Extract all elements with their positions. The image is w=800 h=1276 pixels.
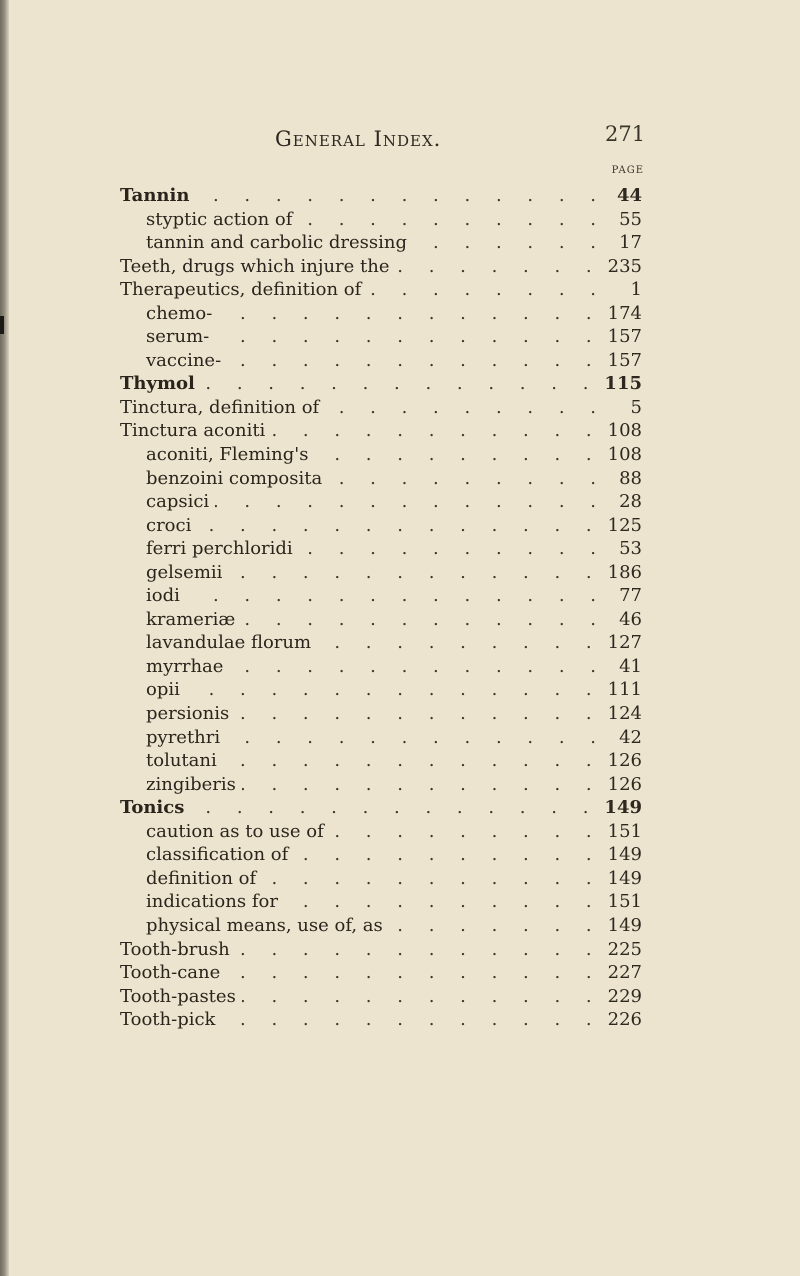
index-term: persionis	[146, 703, 230, 725]
page-binding-edge	[0, 0, 9, 1276]
index-entry	[120, 655, 642, 679]
index-entry	[120, 537, 642, 561]
index-page-ref: 227	[607, 962, 642, 984]
index-entry	[120, 843, 642, 867]
index-term: aconiti, Fleming's	[146, 444, 309, 466]
index-term: serum-	[146, 326, 210, 348]
index-entry	[120, 631, 642, 655]
dot-leader	[325, 396, 606, 420]
dot-leader	[186, 584, 606, 608]
index-entry	[120, 584, 642, 608]
index-entry	[120, 419, 642, 443]
index-page-ref: 149	[604, 797, 642, 819]
index-term: krameriæ	[146, 608, 236, 630]
dot-leader	[227, 349, 601, 373]
index-entry	[120, 231, 642, 255]
dot-leader	[396, 255, 602, 279]
dot-leader	[314, 443, 601, 467]
binding-mark	[0, 316, 4, 334]
index-page-ref: 157	[607, 326, 642, 348]
index-page-ref: 1	[630, 279, 642, 301]
index-page-ref: 53	[619, 538, 642, 560]
dot-leader	[229, 655, 606, 679]
index-entry	[120, 514, 642, 538]
page-number: 271	[605, 122, 646, 146]
index-entry	[120, 890, 642, 914]
index-term: gelsemii	[146, 561, 223, 583]
index-entry	[120, 490, 642, 514]
index-page-ref: 42	[619, 726, 642, 748]
index-term: tannin and carbolic dressing	[146, 232, 408, 254]
dot-leader	[201, 372, 599, 396]
index-entry	[120, 325, 642, 349]
index-page-ref: 111	[607, 679, 642, 701]
dot-leader	[271, 419, 601, 443]
dot-leader	[413, 231, 606, 255]
index-term: Tonics	[120, 797, 185, 819]
dot-leader	[228, 561, 601, 585]
index-term: Tinctura, definition of	[120, 396, 320, 418]
index-page-ref: 41	[619, 655, 642, 677]
dot-leader	[215, 490, 606, 514]
index-page-ref: 235	[607, 255, 642, 277]
index-entry	[120, 914, 642, 938]
index-entry	[120, 1008, 642, 1032]
index-term: Tooth-pastes	[120, 985, 236, 1007]
index-term: Tooth-brush	[120, 938, 230, 960]
dot-leader	[218, 302, 601, 326]
index-page-ref: 115	[604, 373, 642, 395]
dot-leader	[262, 867, 601, 891]
index-entry	[120, 796, 642, 820]
running-title: General Index.	[275, 127, 442, 151]
index-entry	[120, 749, 642, 773]
index-entry	[120, 349, 642, 373]
index-term: tolutani	[146, 750, 217, 772]
index-term: Tooth-pick	[120, 1009, 216, 1031]
dot-leader	[236, 938, 602, 962]
index-entry	[120, 208, 642, 232]
dot-leader	[221, 1008, 601, 1032]
index-term: indications for	[146, 891, 278, 913]
index-entry	[120, 396, 642, 420]
index-term: lavandulae florum	[146, 632, 312, 654]
index-page-ref: 125	[607, 514, 642, 536]
dot-leader	[195, 184, 606, 208]
index-entry	[120, 938, 642, 962]
index-entry	[120, 302, 642, 326]
index-term: Teeth, drugs which injure the	[120, 255, 390, 277]
index-page-ref: 28	[619, 491, 642, 513]
dot-leader	[328, 467, 606, 491]
dot-leader	[215, 325, 601, 349]
dot-leader	[226, 961, 601, 985]
index-entry	[120, 608, 642, 632]
dot-leader	[242, 773, 602, 797]
index-page-ref: 151	[607, 820, 642, 842]
index-term: Tinctura aconiti	[120, 420, 266, 442]
index-term: caution as to use of	[146, 820, 324, 842]
index-page-ref: 124	[607, 703, 642, 725]
dot-leader	[241, 608, 606, 632]
dot-leader	[226, 726, 606, 750]
dot-leader	[186, 678, 602, 702]
dot-leader	[298, 208, 606, 232]
index-page-ref: 5	[630, 396, 642, 418]
index-page-ref: 88	[619, 467, 642, 489]
index-term: styptic action of	[146, 208, 293, 230]
index-page-ref: 46	[619, 608, 642, 630]
index-page-ref: 55	[619, 208, 642, 230]
index-page-ref: 77	[619, 585, 642, 607]
dot-leader	[242, 985, 602, 1009]
index-entry	[120, 255, 642, 279]
index-term: iodi	[146, 585, 180, 607]
index-page-ref: 44	[616, 185, 642, 206]
index-entry	[120, 372, 642, 396]
index-entry	[120, 467, 642, 491]
index-page-ref: 226	[607, 1009, 642, 1031]
index-term: Tooth-cane	[120, 962, 221, 984]
dot-leader	[190, 796, 598, 820]
index-entry	[120, 961, 642, 985]
index-page-ref: 225	[607, 938, 642, 960]
index-term: physical means, use of, as	[146, 914, 383, 936]
dot-leader	[389, 914, 602, 938]
index-term: croci	[146, 514, 192, 536]
index-term: zingiberis	[146, 773, 236, 795]
index-term: capsici	[146, 491, 210, 513]
index-term: Thymol	[120, 373, 195, 395]
index-page-ref: 149	[607, 844, 642, 866]
index-term: vaccine-	[146, 349, 222, 371]
index-entry	[120, 985, 642, 1009]
index-page-ref: 186	[607, 561, 642, 583]
index-entry	[120, 184, 642, 208]
index-entry	[120, 867, 642, 891]
dot-leader	[284, 890, 602, 914]
page-header	[0, 118, 800, 158]
index-entry	[120, 561, 642, 585]
dot-leader	[367, 278, 606, 302]
index-term: Therapeutics, definition of	[120, 279, 362, 301]
index-page-ref: 108	[607, 420, 642, 442]
index-term: benzoini composita	[146, 467, 323, 489]
index-page-ref: 126	[607, 773, 642, 795]
dot-leader	[299, 537, 606, 561]
index-term: classification of	[146, 844, 289, 866]
index-page-ref: 149	[607, 914, 642, 936]
index-page-ref: 157	[607, 349, 642, 371]
index-entry	[120, 820, 642, 844]
index-term: ferri perchloridi	[146, 538, 293, 560]
index-page-ref: 229	[607, 985, 642, 1007]
index-page-ref: 126	[607, 750, 642, 772]
index-entry	[120, 443, 642, 467]
index-term: definition of	[146, 867, 257, 889]
index-term: Tannin	[120, 185, 190, 206]
index-page-ref: 174	[607, 302, 642, 324]
index-entry	[120, 773, 642, 797]
page-column-label: PAGE	[611, 165, 644, 176]
index-term: opii	[146, 679, 180, 701]
dot-leader	[197, 514, 601, 538]
index-entry	[120, 678, 642, 702]
dot-leader	[317, 631, 602, 655]
dot-leader	[235, 702, 601, 726]
index-entry	[120, 278, 642, 302]
index-term: chemo-	[146, 302, 213, 324]
index-entry	[120, 702, 642, 726]
index-term: myrrhae	[146, 655, 224, 677]
index-page-ref: 108	[607, 444, 642, 466]
index-term: pyrethri	[146, 726, 221, 748]
dot-leader	[330, 820, 602, 844]
index-page-ref: 17	[619, 232, 642, 254]
index-page-ref: 149	[607, 867, 642, 889]
index-list	[120, 184, 642, 1032]
index-page-ref: 127	[607, 632, 642, 654]
dot-leader	[223, 749, 602, 773]
index-page-ref: 151	[607, 891, 642, 913]
index-entry	[120, 726, 642, 750]
dot-leader	[294, 843, 601, 867]
